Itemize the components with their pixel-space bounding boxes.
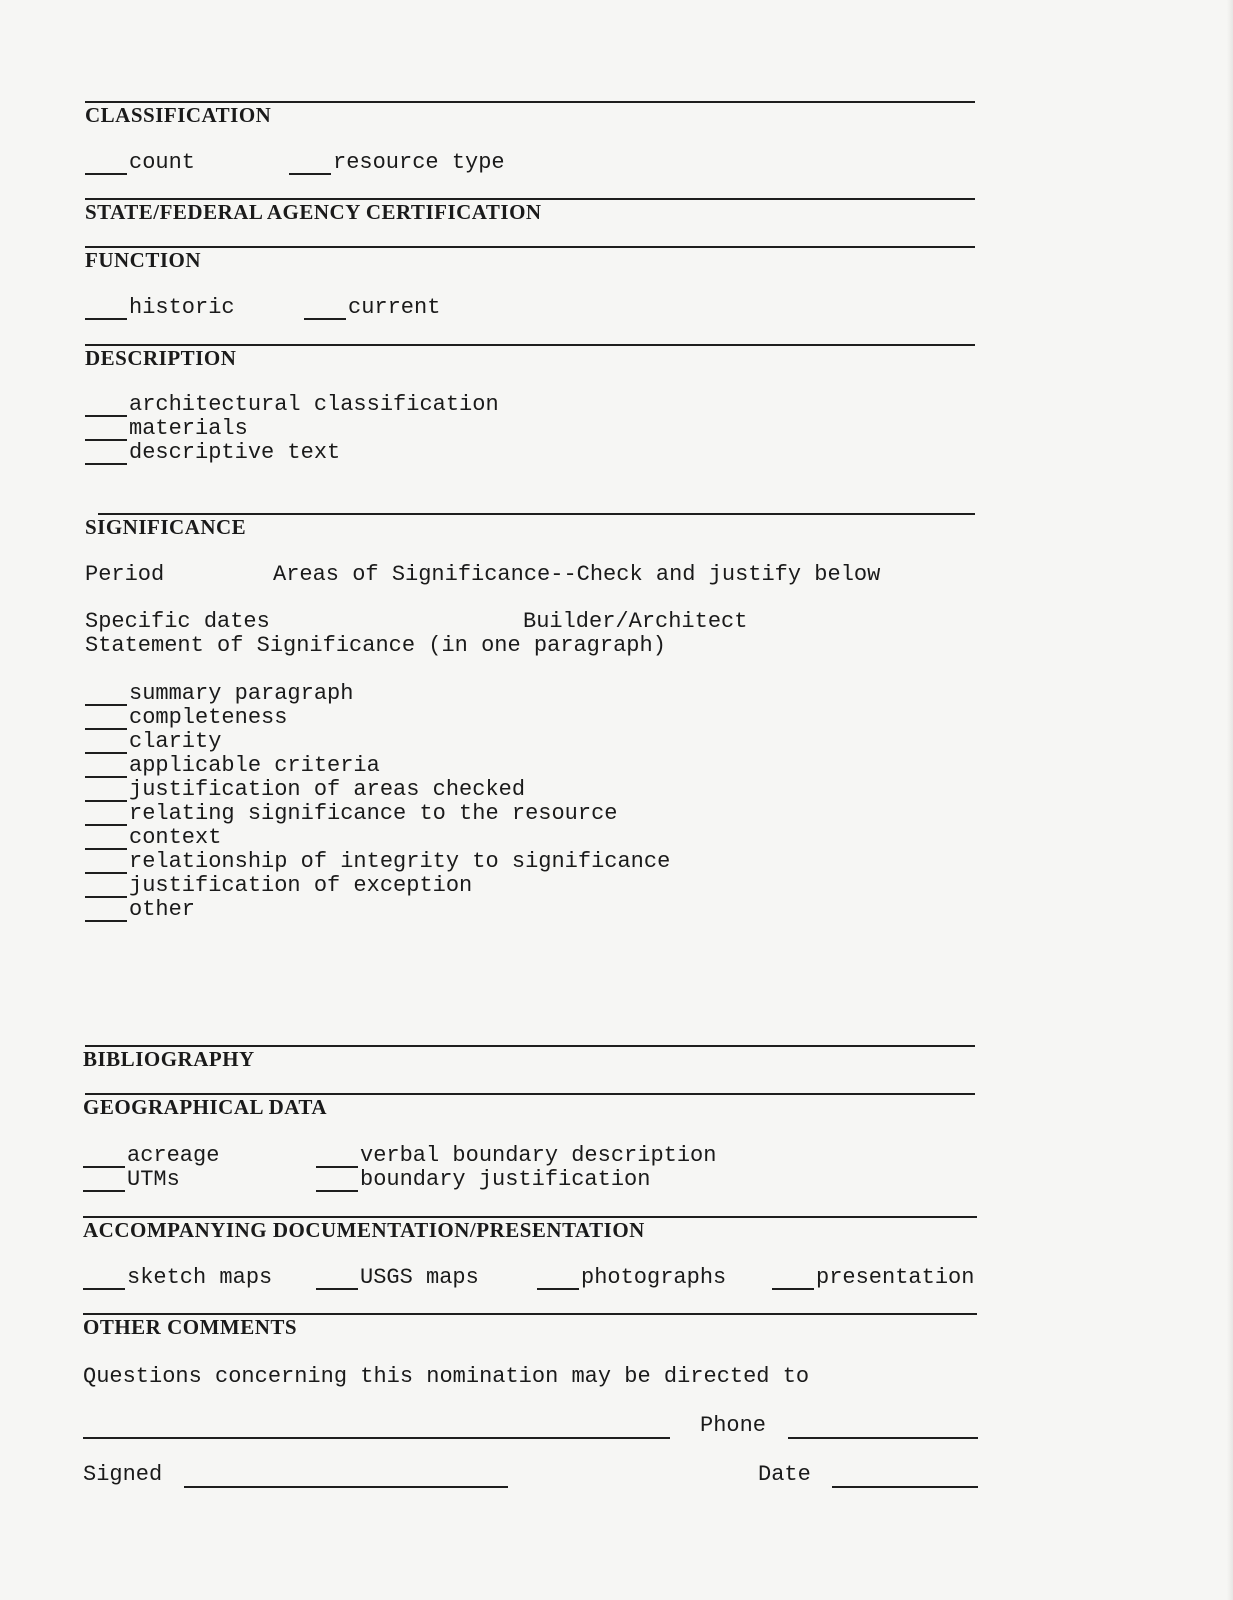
checkbox-item[interactable]: architectural classification [85, 393, 499, 417]
phone-field[interactable] [788, 1437, 978, 1439]
checkbox-item-usgs-maps[interactable]: USGS maps [316, 1266, 479, 1290]
areas-of-significance-label: Areas of Significance--Check and justify below [273, 562, 881, 587]
specific-dates-label: Specific dates [85, 609, 270, 634]
checkbox-item[interactable]: completeness [85, 706, 670, 730]
date-field[interactable] [832, 1486, 978, 1488]
checkbox-item[interactable]: verbal boundary description [316, 1144, 716, 1168]
checkbox-item[interactable]: other [85, 898, 670, 922]
checkbox-blank[interactable] [85, 828, 127, 850]
checkbox-item-current[interactable]: current [304, 296, 440, 320]
checkbox-blank[interactable] [85, 804, 127, 826]
checkbox-item[interactable]: descriptive text [85, 441, 499, 465]
checkbox-item-count[interactable]: count [85, 151, 195, 175]
checkbox-blank[interactable] [316, 1170, 358, 1192]
checkbox-blank[interactable] [85, 876, 127, 898]
checkbox-item[interactable]: relating significance to the resource [85, 802, 670, 826]
checkbox-blank[interactable] [316, 1146, 358, 1168]
checkbox-blank[interactable] [85, 900, 127, 922]
date-label: Date [758, 1462, 811, 1487]
checkbox-item[interactable]: UTMs [83, 1168, 219, 1192]
comments-heading: OTHER COMMENTS [83, 1315, 298, 1339]
checkbox-blank[interactable] [85, 443, 127, 465]
checkbox-blank[interactable] [85, 732, 127, 754]
checkbox-item-sketch-maps[interactable]: sketch maps [83, 1266, 272, 1290]
checkbox-item-photographs[interactable]: photographs [537, 1266, 726, 1290]
checkbox-item-resource-type[interactable]: resource type [289, 151, 505, 175]
signed-label: Signed [83, 1462, 163, 1487]
checkbox-item-presentation[interactable]: presentation [772, 1266, 974, 1290]
checkbox-blank[interactable] [85, 780, 127, 802]
checkbox-blank[interactable] [83, 1146, 125, 1168]
bibliography-heading: BIBLIOGRAPHY [83, 1047, 255, 1071]
checkbox-item[interactable]: justification of areas checked [85, 778, 670, 802]
documentation-options [83, 1266, 1013, 1290]
checkbox-blank[interactable] [316, 1268, 358, 1290]
checkbox-item[interactable]: justification of exception [85, 874, 670, 898]
checkbox-item[interactable]: boundary justification [316, 1168, 716, 1192]
phone-label: Phone [700, 1413, 767, 1438]
checkbox-blank[interactable] [85, 708, 127, 730]
documentation-heading: ACCOMPANYING DOCUMENTATION/PRESENTATION [83, 1218, 645, 1242]
checkbox-blank[interactable] [83, 1268, 125, 1290]
checkbox-blank[interactable] [537, 1268, 579, 1290]
section-rule [85, 246, 975, 248]
description-checklist [85, 393, 499, 465]
checkbox-blank[interactable] [289, 153, 331, 175]
contact-name-field[interactable] [83, 1437, 670, 1439]
checkbox-item[interactable]: materials [85, 417, 499, 441]
checkbox-item-historic[interactable]: historic [85, 296, 235, 320]
classification-heading: CLASSIFICATION [85, 103, 272, 127]
certification-heading: STATE/FEDERAL AGENCY CERTIFICATION [85, 200, 542, 224]
checkbox-item[interactable]: acreage [83, 1144, 219, 1168]
significance-checklist [85, 682, 670, 922]
checkbox-blank[interactable] [85, 684, 127, 706]
checkbox-item[interactable]: context [85, 826, 670, 850]
checkbox-blank[interactable] [83, 1170, 125, 1192]
checkbox-item[interactable]: clarity [85, 730, 670, 754]
geographical-heading: GEOGRAPHICAL DATA [83, 1095, 327, 1119]
checkbox-blank[interactable] [304, 298, 346, 320]
statement-of-significance-label: Statement of Significance (in one paragraph) [85, 633, 666, 658]
checkbox-item[interactable]: summary paragraph [85, 682, 670, 706]
checkbox-blank[interactable] [772, 1268, 814, 1290]
checkbox-blank[interactable] [85, 852, 127, 874]
checkbox-blank[interactable] [85, 419, 127, 441]
period-label: Period [85, 562, 165, 587]
checkbox-blank[interactable] [85, 395, 127, 417]
checkbox-item[interactable]: relationship of integrity to significance [85, 850, 670, 874]
checkbox-blank[interactable] [85, 153, 127, 175]
description-heading: DESCRIPTION [85, 346, 237, 370]
questions-text: Questions concerning this nomination may be directed to [83, 1364, 810, 1389]
geographical-checklist-right [316, 1144, 716, 1192]
checkbox-blank[interactable] [85, 298, 127, 320]
checkbox-blank[interactable] [85, 756, 127, 778]
signature-field[interactable] [184, 1486, 508, 1488]
significance-heading: SIGNIFICANCE [85, 515, 247, 539]
geographical-checklist-left [83, 1144, 219, 1192]
builder-architect-label: Builder/Architect [523, 609, 748, 634]
checkbox-item[interactable]: applicable criteria [85, 754, 670, 778]
function-heading: FUNCTION [85, 248, 202, 272]
page-edge-shadow [1227, 0, 1233, 1600]
